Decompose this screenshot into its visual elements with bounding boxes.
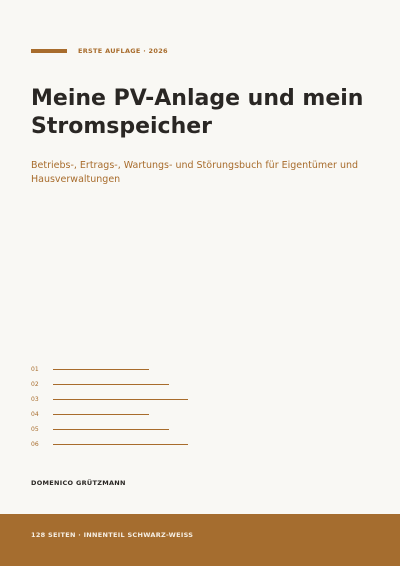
chapter-line [53, 399, 188, 400]
chapter-row [31, 362, 231, 377]
chapter-row [31, 407, 231, 422]
footer-info: 128 SEITEN · INNENTEIL SCHWARZ-WEISS [31, 531, 194, 539]
chapter-row [31, 422, 231, 437]
chapter-line [53, 384, 169, 385]
footer-band [0, 514, 400, 566]
chapter-number: 01 [31, 366, 39, 373]
chapter-line [53, 369, 149, 370]
edition-row [31, 47, 168, 55]
chapter-row [31, 392, 231, 407]
accent-bar [31, 49, 67, 53]
book-subtitle: Betriebs-, Ertrags-, Wartungs- und Störungsbuch für Eigentümer und Hausverwaltungen [31, 160, 359, 185]
chapter-number: 04 [31, 411, 39, 418]
chapter-number: 05 [31, 426, 39, 433]
chapter-number: 02 [31, 381, 39, 388]
chapter-number: 03 [31, 396, 39, 403]
chapter-row [31, 377, 231, 392]
chapter-list [31, 362, 231, 452]
chapter-line [53, 414, 149, 415]
chapter-line [53, 429, 169, 430]
chapter-number: 06 [31, 441, 39, 448]
author-name: DOMENICO GRÜTZMANN [31, 479, 126, 487]
chapter-row [31, 437, 231, 452]
edition-label: ERSTE AUFLAGE · 2026 [78, 47, 168, 55]
chapter-line [53, 444, 188, 445]
book-title: Meine PV-Anlage und mein Stromspeicher [31, 86, 364, 139]
